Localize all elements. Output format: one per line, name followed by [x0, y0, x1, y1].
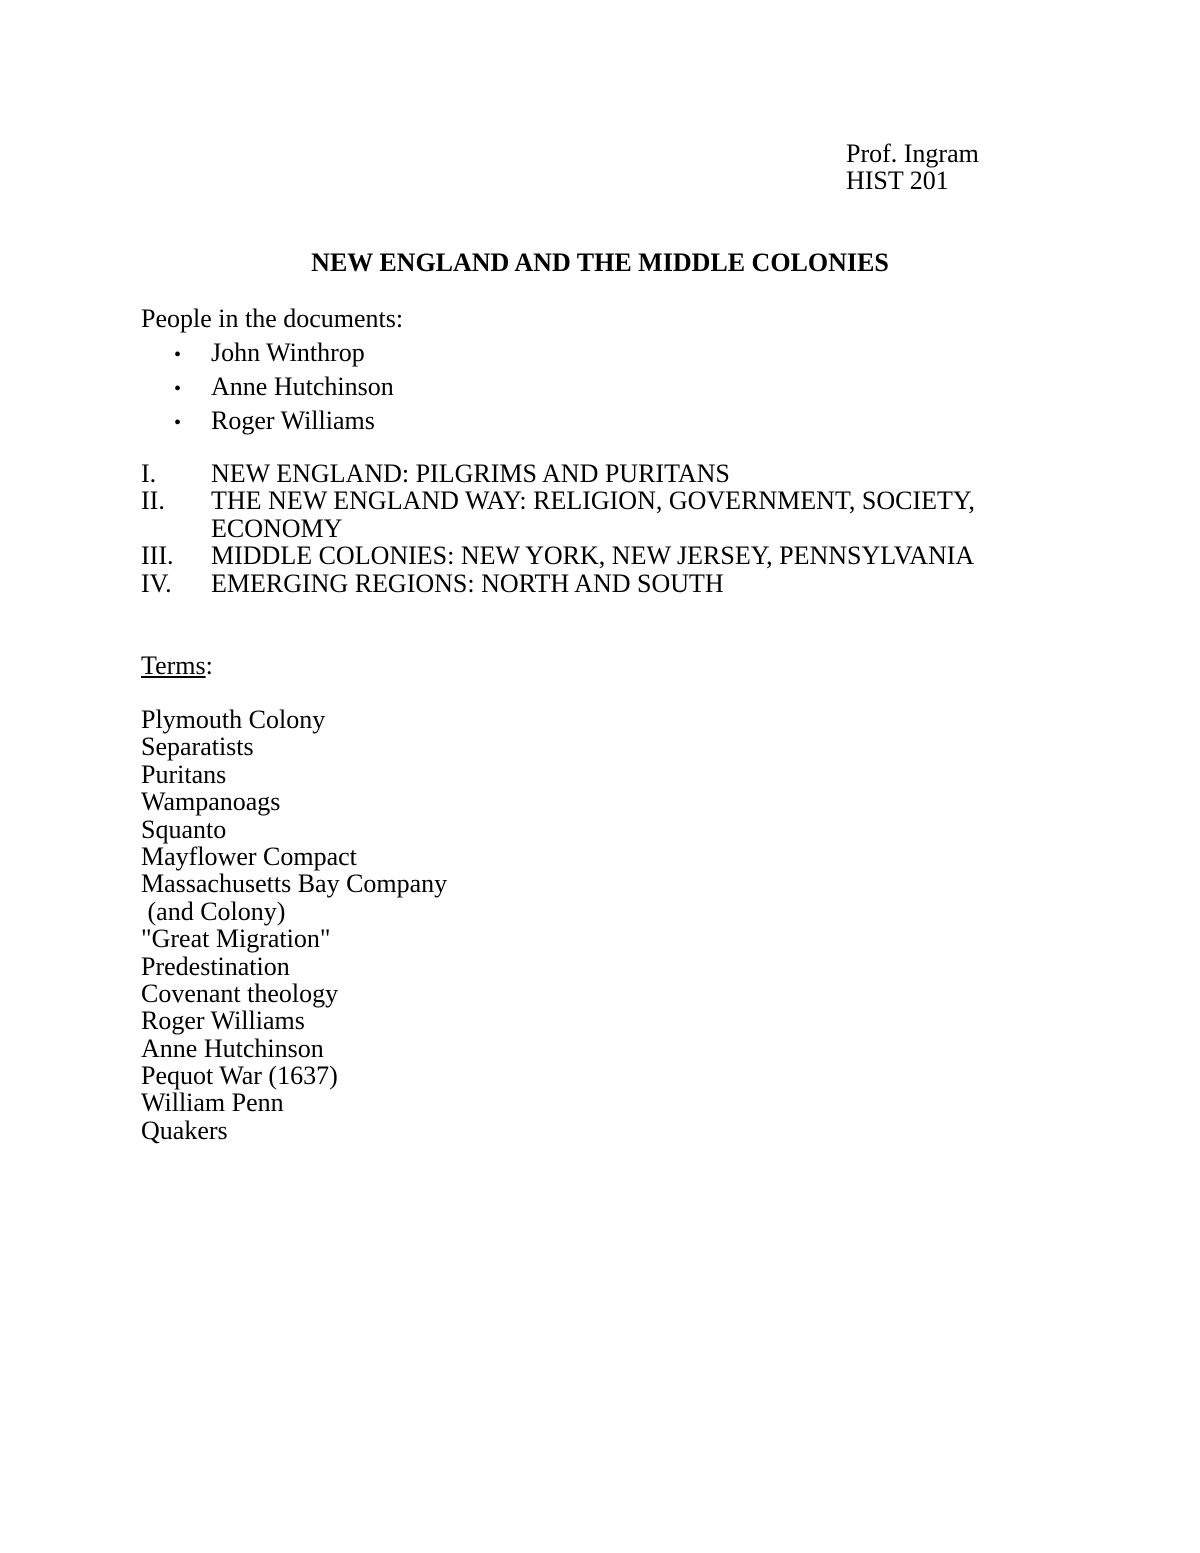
term-item: Squanto	[141, 814, 227, 844]
term-item: Covenant theology	[141, 978, 339, 1008]
outline-numeral: I.	[141, 459, 157, 488]
term-item: Puritans	[141, 759, 227, 789]
list-item	[174, 373, 394, 407]
outline-item	[141, 542, 1061, 569]
course-code: HIST 201	[846, 166, 949, 196]
outline-numeral: IV.	[141, 568, 172, 598]
term-item: Separatists	[141, 732, 254, 762]
outline-item	[141, 487, 1061, 542]
term-item: Plymouth Colony	[141, 705, 326, 734]
terms-heading-colon: :	[205, 651, 213, 680]
terms-list	[141, 706, 447, 1144]
bullet-icon: •	[174, 412, 182, 434]
terms-heading	[141, 652, 213, 679]
outline-text: NEW ENGLAND: PILGRIMS AND PURITANS	[211, 459, 730, 488]
document-title: NEW ENGLAND AND THE MIDDLE COLONIES	[311, 248, 889, 277]
person-name: Roger Williams	[211, 406, 375, 435]
outline-item	[141, 460, 1061, 487]
person-name: Anne Hutchinson	[211, 372, 394, 401]
term-item: Mayflower Compact	[141, 841, 357, 871]
outline-text: MIDDLE COLONIES: NEW YORK, NEW JERSEY, PENNSYLVANIA	[211, 541, 975, 571]
term-item: Roger Williams	[141, 1006, 305, 1036]
outline-text: THE NEW ENGLAND WAY: RELIGION, GOVERNMENT, SOCIETY, ECONOMY	[211, 486, 975, 543]
term-item: Anne Hutchinson	[141, 1033, 324, 1063]
people-list	[174, 339, 394, 441]
outline-text: EMERGING REGIONS: NORTH AND SOUTH	[211, 568, 724, 598]
term-item: (and Colony)	[141, 896, 286, 926]
person-name: John Winthrop	[211, 338, 365, 367]
term-item: Predestination	[141, 951, 290, 981]
term-item: "Great Migration"	[141, 924, 331, 954]
bullet-icon: •	[174, 344, 182, 366]
instructor-name: Prof. Ingram	[846, 139, 979, 168]
term-item: Massachusetts Bay Company	[141, 869, 448, 899]
term-item: Pequot War (1637)	[141, 1061, 338, 1091]
outline-numeral: II.	[141, 486, 165, 516]
terms-heading-label: Terms	[141, 651, 206, 680]
list-item	[174, 407, 394, 441]
outline	[141, 460, 1061, 597]
term-item: Quakers	[141, 1115, 228, 1145]
header-block	[846, 140, 979, 195]
term-item: William Penn	[141, 1088, 284, 1118]
outline-numeral: III.	[141, 541, 174, 571]
outline-item	[141, 570, 1061, 597]
list-item	[174, 339, 394, 373]
people-heading: People in the documents:	[141, 304, 404, 333]
term-item: Wampanoags	[141, 787, 281, 817]
bullet-icon: •	[174, 378, 182, 400]
